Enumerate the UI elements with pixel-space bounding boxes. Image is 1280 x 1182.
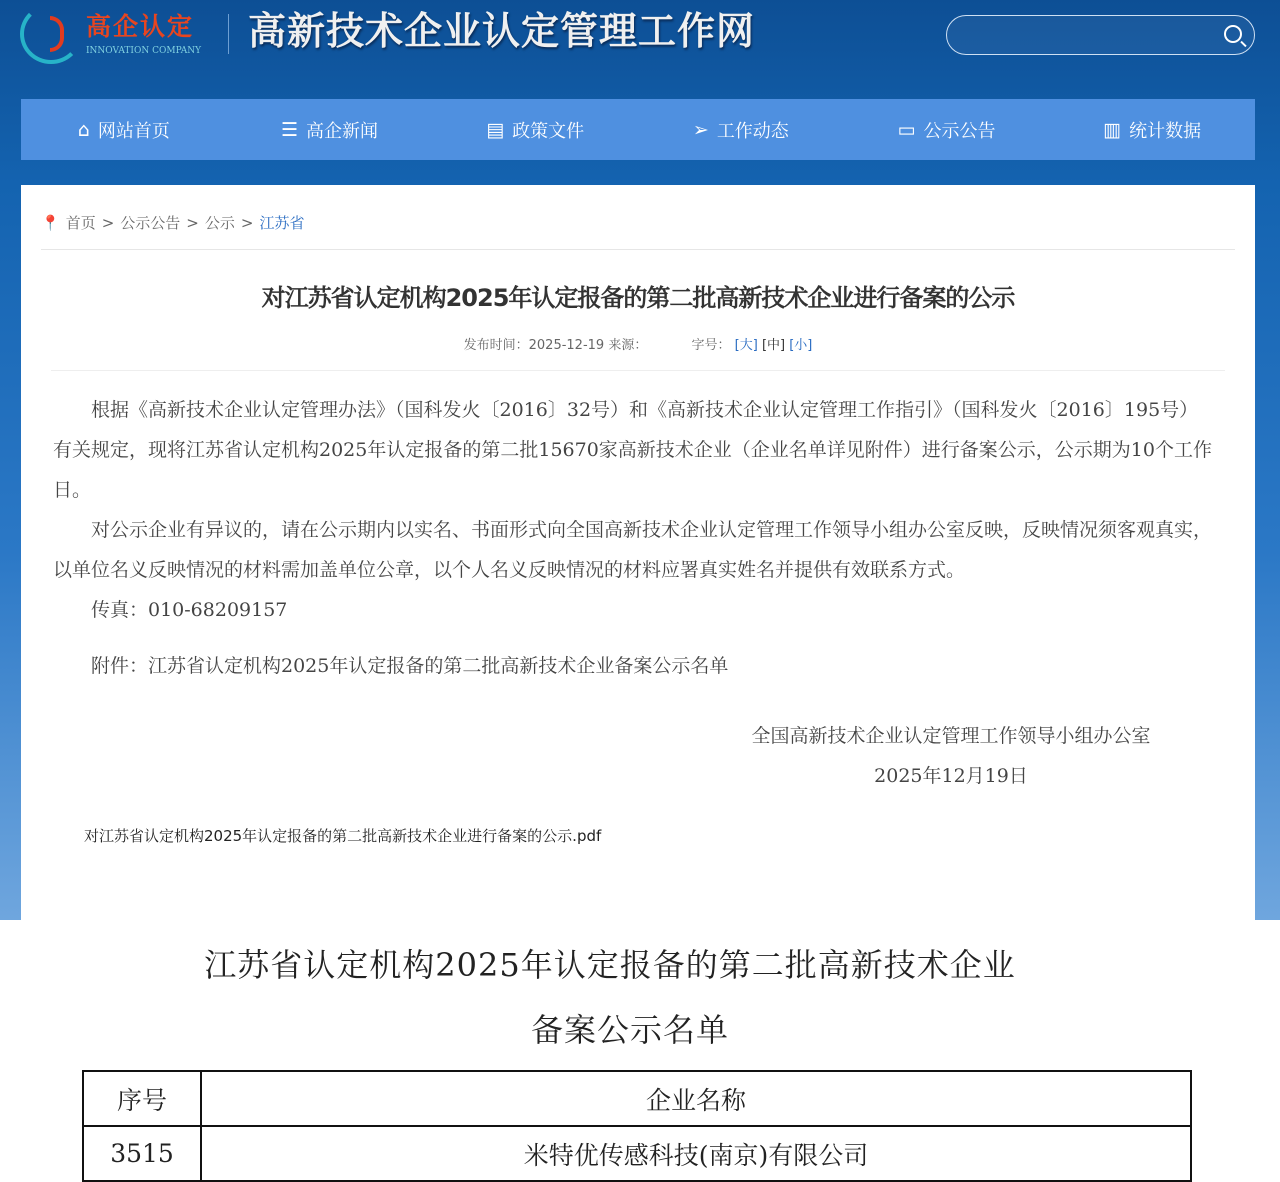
search-box[interactable] <box>946 15 1255 55</box>
table-row <box>83 1126 1191 1181</box>
nav-label: 高企新闻 <box>306 120 379 142</box>
company-name: 米特优传感科技(南京)有限公司 <box>201 1126 1191 1181</box>
location-pin-icon: 📍 <box>41 214 60 232</box>
breadcrumb-home[interactable]: 首页 <box>65 214 96 232</box>
search-icon[interactable] <box>1224 25 1242 43</box>
nav-label: 工作动态 <box>716 120 789 142</box>
article-meta <box>21 337 1255 355</box>
article-content <box>53 390 1215 920</box>
header-divider <box>228 14 229 54</box>
font-small-link[interactable]: [小] <box>789 338 813 353</box>
nav-stats[interactable] <box>1049 99 1255 160</box>
document-icon: ▤ <box>486 118 505 141</box>
send-icon: ➢ <box>692 118 709 141</box>
font-medium-link[interactable]: [中] <box>761 338 786 353</box>
signature <box>721 716 1181 796</box>
pdf-attachment-link[interactable]: 对江苏省认定机构2025年认定报备的第二批高新技术企业进行备案的公示.pdf <box>84 827 602 845</box>
main-nav <box>21 99 1255 160</box>
content-panel <box>21 185 1255 920</box>
nav-label: 网站首页 <box>97 120 170 142</box>
breadcrumb-notice[interactable]: 公示公告 <box>120 214 181 232</box>
publish-label: 发布时间： <box>463 338 529 353</box>
table-header <box>83 1071 1191 1126</box>
document-title-line1: 江苏省认定机构2025年认定报备的第二批高新技术企业 <box>204 946 1016 984</box>
nav-work[interactable] <box>638 99 844 160</box>
enterprise-table <box>82 1070 1192 1182</box>
header-cell: 序号 <box>83 1071 201 1126</box>
font-large-link[interactable]: [大] <box>734 338 758 353</box>
article-title: 对江苏省认定机构2025年认定报备的第二批高新技术企业进行备案的公示 <box>261 284 1015 312</box>
separator: > <box>101 214 115 232</box>
logo-text: 高企认定 <box>86 12 195 41</box>
header-cell: 企业名称 <box>201 1071 1191 1126</box>
separator: > <box>186 214 199 232</box>
nav-label: 公示公告 <box>923 120 996 142</box>
divider <box>51 370 1225 371</box>
nav-news[interactable] <box>227 99 433 160</box>
row-number: 3515 <box>83 1126 201 1181</box>
paragraph: 对公示企业有异议的，请在公示期内以实名、书面形式向全国高新技术企业认定管理工作领导小组办公室反映，反映情况须客观真实，以单位名义反映情况的材料需加盖单位公章，以个人名义反映情况的材料应署真实姓名并提供有效联系方式。 <box>53 519 1213 581</box>
fax-line: 传真：010-68209157 <box>91 599 288 621</box>
nav-home[interactable] <box>21 99 227 160</box>
source-label: 来源： <box>608 338 648 353</box>
breadcrumb <box>41 213 304 233</box>
site-logo[interactable] <box>20 4 210 64</box>
logo-subtext: INNOVATION COMPANY <box>86 46 202 56</box>
document-title-line2: 备案公示名单 <box>530 1011 729 1049</box>
home-icon: ⌂ <box>77 118 90 141</box>
nav-notice[interactable] <box>844 99 1050 160</box>
news-icon: ☰ <box>280 118 299 141</box>
separator: > <box>240 214 254 232</box>
chart-icon: ▥ <box>1103 118 1122 141</box>
attachment-line: 附件：江苏省认定机构2025年认定报备的第二批高新技术企业备案公示名单 <box>91 655 729 677</box>
font-size-label: 字号： <box>691 338 731 353</box>
breadcrumb-public[interactable]: 公示 <box>204 214 235 232</box>
site-title: 高新技术企业认定管理工作网 <box>248 8 756 53</box>
sign-date: 2025年12月19日 <box>874 765 1028 787</box>
signer: 全国高新技术企业认定管理工作领导小组办公室 <box>751 725 1151 747</box>
nav-label: 政策文件 <box>512 120 585 142</box>
breadcrumb-current[interactable]: 江苏省 <box>259 214 305 232</box>
nav-label: 统计数据 <box>1129 120 1202 142</box>
article-body <box>53 390 1215 686</box>
divider <box>41 249 1235 250</box>
briefcase-icon: ▭ <box>897 118 916 141</box>
paragraph: 根据《高新技术企业认定管理办法》（国科发火〔2016〕32号）和《高新技术企业认定管理工作指引》（国科发火〔2016〕195号）有关规定，现将江苏省认定机构2025年认定报备的第二批15670家高新技术企业（企业名单详见附件）进行备案公示，公示期为10个工作日。 <box>53 399 1212 501</box>
nav-policy[interactable] <box>432 99 638 160</box>
publish-date: 2025-12-19 <box>528 338 605 353</box>
search-input[interactable] <box>961 24 1211 46</box>
